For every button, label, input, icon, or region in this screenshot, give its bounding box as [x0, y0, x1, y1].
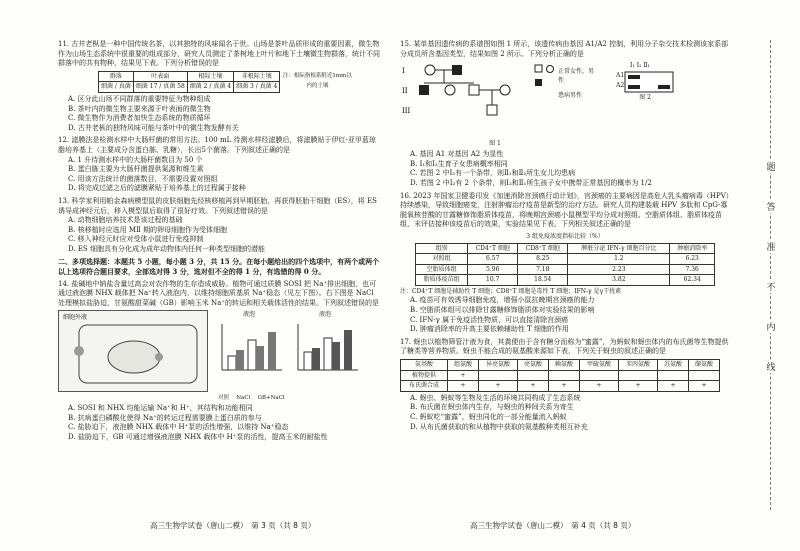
- q13-stem: 13. 科学家利用帕金森病模型鼠的皮肤细胞先经核移植再到早期胚胎，再获得胚胎干细胞（ES），将 ES 诱导成神经元后，移入模型鼠后取得了很好疗效。下列叙述错误的是: [58, 196, 377, 215]
- q16-td: 空脂质体组: [416, 264, 468, 275]
- q17-td: [479, 370, 518, 381]
- legend-affected: 患病男性: [558, 91, 583, 99]
- q17-table: [400, 359, 720, 392]
- chart1-title: 液泡: [242, 311, 255, 319]
- q12-option-a: A. 1 升待测水样中的大肠杆菌数目为 50 个: [68, 155, 203, 164]
- chart1-bar: [256, 346, 264, 370]
- q16-td: 1.2: [568, 254, 670, 265]
- q14-chart-1: [214, 310, 284, 392]
- q13-option-d: D. ES 细胞具有分化成为成年动物体内任何一种类型细胞的潜能: [68, 244, 265, 253]
- left-footer: 高三生物学试卷（唐山二模） 第 3 页（共 8 页）: [150, 521, 316, 530]
- binding-char: 内: [762, 320, 780, 333]
- q15-figures: [400, 61, 730, 148]
- chart2-bar: [304, 352, 312, 370]
- q14-x-labels: [218, 394, 380, 404]
- q11-th: 非根际土壤: [234, 71, 280, 82]
- q16-td: 10.7: [468, 275, 518, 286]
- q16-option-c: C. IFN-γ 属于免疫活性物质，可以直接清除宫颈癌: [410, 315, 569, 324]
- sos1-transporter: [74, 346, 84, 356]
- q16-option-d: D. 肿瘤消除率的升高主要依赖辅助性 T 细胞的作用: [410, 325, 569, 334]
- q16-td: 对照组: [416, 254, 468, 265]
- q11-option-b: B. 茶叶内的微生物主要来源于叶表面的微生物: [68, 104, 211, 113]
- q17-th: 组氨酸: [448, 360, 479, 371]
- q15-option-c: C. 若图 2 中Ⅰ₂有一个条带，则Ⅱ₁和Ⅱ₂所生女儿均患病: [410, 169, 576, 178]
- q16-td: 7.36: [670, 264, 715, 275]
- q11-th: 叶表面: [133, 71, 187, 82]
- q17-th: 亮氨酸: [518, 360, 549, 371]
- q17-th: 氨基酸: [401, 360, 448, 371]
- gel-col: Ⅱ₁: [643, 62, 650, 70]
- gel-body: [616, 71, 674, 93]
- gen-label: I: [402, 67, 405, 76]
- fig1-caption: 图 1: [489, 139, 501, 147]
- q17-td: +: [549, 381, 580, 392]
- q11-option-c: C. 微生物作为消费者加快生态系统的物质循环: [68, 114, 211, 123]
- q11-table: [98, 71, 354, 93]
- q14-option-d: D. 盐胁迫下，GB 可通过增强液泡膜 NHX 载体中 H⁺泵的活性，提高玉米的耐盐性: [68, 432, 328, 441]
- male-affected: [419, 85, 429, 95]
- q11-td: 细菌 2 / 真菌 4: [187, 82, 233, 93]
- q16-th: 组别: [416, 243, 468, 254]
- q16-table: [415, 243, 715, 286]
- q15-option-a: A. 基因 A1 对基因 A2 为显性: [410, 150, 504, 159]
- q11-note: 注：根际指根系附近1mm以内的土壤: [282, 73, 352, 89]
- q17-stem: 17. 蚜虫以植物筛管汁液为食，其粪便由于含有糖分而称为“蜜露”，为蚂蚁和蚜虫体内的布氏菌等生物提供了糖类等营养物质。蚜虫不能合成的氨基酸来源如下表，下列关于蚜虫的叙述正确的是: [400, 337, 729, 356]
- q14-chart-2: [290, 310, 360, 392]
- q16-option-a: A. 疫苗可有效诱导细胞免疫，增强小鼠抗晚期宫颈癌的能力: [410, 296, 595, 305]
- q16-td: 6.23: [670, 254, 715, 265]
- vacuole: [108, 341, 160, 373]
- gel-col: Ⅰ₁: [630, 62, 635, 70]
- chart1-bar: [236, 350, 244, 370]
- q17-th: 异亮氨酸: [479, 360, 518, 371]
- q17-td: +: [658, 381, 689, 392]
- x-label: GB+NaCl: [257, 395, 285, 402]
- q17-td: +: [579, 381, 618, 392]
- gen-label: II: [402, 87, 408, 96]
- q16-note: 注：CD4⁺T 细胞是辅助性 T 细胞；CD8⁺T 细胞是毒性 T 细胞；IFN-γ 是γ干扰素: [400, 287, 622, 295]
- q17-th: 甲硫氨酸: [579, 360, 618, 371]
- q11-td: 细菌 / 真菌: [99, 82, 134, 93]
- gel-cols: [616, 61, 674, 71]
- fig2-caption: 图 2: [639, 93, 651, 101]
- section-2-heading: 二、多项选择题：本题共 5 小题，每小题 3 分，共 15 分。在每小题给出的四个选项中，有两个或两个以上选项符合题目要求，全部选对得 3 分，选对但不全的得 1 分，有选错的得 0 分。: [58, 257, 380, 277]
- q17-td: [619, 370, 658, 381]
- cell-diagram-svg: [59, 311, 207, 391]
- q11-th: 根际土壤: [187, 71, 233, 82]
- q15-option-b: B. Ⅰ₁和Ⅰ₂生育子女患病概率相同: [410, 159, 508, 168]
- q17-td: +: [619, 381, 658, 392]
- q16-th: 脾脏分泌 IFN-γ 细胞百分比: [568, 243, 670, 254]
- gel-col: Ⅰ₂: [636, 62, 642, 70]
- q11-td: 细菌 17 / 真菌 58: [133, 82, 187, 93]
- q17-th: 缬氨酸: [689, 360, 720, 371]
- gel-rows: [616, 71, 624, 93]
- q14-figures: [58, 310, 380, 392]
- q16-td: 3.82: [568, 275, 670, 286]
- q15-option-d: D. 若图 2 中Ⅰ₂有 2 个条带，则Ⅰ₂和Ⅱ₁所生孩子女中携带正常基因的概率为 1/2: [410, 178, 652, 187]
- q17-td: [579, 370, 618, 381]
- q11-option-d: D. 古井老枞的独特风味可能与茶叶中的微生物发酵有关: [68, 123, 239, 132]
- chart2-title: 液泡: [318, 311, 331, 319]
- q11-td: 细菌 3 / 真菌 4: [234, 82, 280, 93]
- q17-td: 布氏菌合成: [401, 381, 448, 392]
- gen-label: III: [402, 107, 411, 116]
- x-label: 对照: [218, 395, 230, 402]
- q16-td: 6.57: [468, 254, 518, 265]
- q17-td: [658, 370, 689, 381]
- q14-option-b: B. 抗病蛋白磷酸化使得 Na⁺的转运过程需要膜上蛋白质的参与: [68, 413, 262, 422]
- chart2-bar: [344, 330, 352, 370]
- binding-char: 答: [762, 200, 780, 213]
- male-normal: [487, 105, 497, 115]
- q15-gel: [616, 61, 674, 148]
- q16-td: 8.25: [518, 254, 568, 265]
- q17-td: +: [448, 370, 479, 381]
- q13-option-a: A. 动物细胞培养技术是该过程的基础: [68, 216, 183, 225]
- gel-svg: [624, 71, 674, 93]
- q17-option-b: B. 布氏菌在蚜虫体内生存，与蚜虫的种间关系为寄生: [410, 403, 574, 412]
- nhx-transporter: [155, 353, 163, 361]
- q17-td: [549, 370, 580, 381]
- q16-td: 7.18: [518, 264, 568, 275]
- q16-th: CD4⁺T 细胞: [468, 243, 518, 254]
- q14-option-c: C. 盐胁迫下，液泡膜 NHX 载体中 H⁺泵的活性增强，以维持 Na⁺稳态: [68, 423, 289, 432]
- q14-option-a: A. SOSI 和 NHX 均能运输 Na⁺和 H⁺，其结构和功能相同: [68, 404, 253, 413]
- q17-th: 赖氨酸: [549, 360, 580, 371]
- q14-fig-label: 细胞外液: [63, 314, 88, 322]
- q17-td: +: [479, 381, 518, 392]
- q16-td: 2.23: [568, 264, 670, 275]
- q12-option-d: D. 将完成过滤之后的滤膜紧贴于培养基上的过程属于接种: [68, 184, 246, 193]
- chart2-bar: [332, 342, 340, 370]
- q14-stem: 14. 盐碱地中钠盐含量过高会对农作物的生存造成威胁。植物可通过质膜 SOSI 把 Na⁺排出细胞，也可通过液泡膜 NHX 载体把 Na⁺转入液泡内，以维持细胞质基质 Na⁺稳态（见左下图）。右下图是 NaCl 处理模拟盐胁迫，甘氨酸甜菜碱（GB）影响玉米 Na⁺的转运和相关载体活性的结果。下列叙述错误的是: [58, 279, 379, 307]
- binding-dashed-line: [770, 40, 771, 510]
- binding-char: 不: [762, 280, 780, 293]
- q16-td: 18.54: [518, 275, 568, 286]
- binding-char: 题: [762, 160, 780, 173]
- binding-margin: [760, 0, 782, 551]
- gel-row: A2: [616, 81, 625, 89]
- q17-th: 苏氨酸: [658, 360, 689, 371]
- q16-stem: 16. 2023 年国家卫健委印发《加速消除宫颈癌行动计划》，宫颈癌的主要病因是高危人乳头瘤病毒（HPV）持续感染，导致细胞癌变，注射肿瘤治疗疫苗是新型的治疗方法。研究人员构建装载 HPV 多肽和 CpG-寡脱氧核苷酸的甘露糖修饰脂质体疫苗，将晚期宫颈癌小鼠模型平均分成对照组、空脂质体组、脂质体疫苗组，末评估接种该疫苗后的效果，实验结果见下表。下列相关叙述正确的是: [400, 191, 730, 229]
- q15-pedigree: [400, 61, 595, 148]
- q12-option-c: C. 用该方法统计的菌落数目，不需要设置对照组: [68, 174, 218, 183]
- q16-td: 5.96: [468, 264, 518, 275]
- band: [628, 85, 640, 89]
- q16-th: 肿瘤消除率: [670, 243, 715, 254]
- left-column: [58, 40, 380, 442]
- legend-normal: 正常女性、男性: [558, 67, 595, 85]
- q17-td: [689, 370, 720, 381]
- band: [658, 85, 670, 89]
- q16-td: 脂质体疫苗组: [416, 275, 468, 286]
- chart1-bar: [228, 356, 236, 370]
- q14-cell-diagram: [58, 310, 208, 392]
- female-normal: [445, 85, 455, 95]
- chart2-bar: [312, 348, 320, 370]
- female-normal: [425, 65, 435, 75]
- male-normal: [469, 85, 479, 95]
- q11-option-a: A. 区分此山场不同群落的重要特征为物种组成: [68, 94, 211, 103]
- band: [628, 75, 640, 79]
- chart1-svg: [214, 320, 284, 380]
- binding-char: 线: [762, 360, 780, 373]
- q17-td: [518, 370, 549, 381]
- chart2-svg: [290, 320, 360, 380]
- legend-female-normal: [547, 66, 554, 73]
- gel-row: A1: [616, 71, 625, 79]
- q17-td: +: [689, 381, 720, 392]
- chart1-bar: [248, 340, 256, 370]
- q16-option-b: B. 空脂质体组可以排除甘露糖修饰脂质体对实验结果的影响: [410, 306, 595, 315]
- q12-option-b: B. 蛋白胨主要为大肠杆菌提供氮源和维生素: [68, 165, 204, 174]
- q17-td: +: [448, 381, 479, 392]
- male-affected: [452, 65, 462, 75]
- q17-td: +: [518, 381, 549, 392]
- q16-table-title: 3 组免疫浓度指标比较（%）: [526, 232, 604, 240]
- q16-td: 62.34: [670, 275, 715, 286]
- female-normal: [500, 85, 510, 95]
- legend-male-affected: [535, 79, 542, 86]
- chart1-bar: [268, 332, 276, 370]
- right-footer: 高三生物学试卷（唐山二模） 第 4 页（共 8 页）: [470, 521, 636, 530]
- q13-option-b: B. 核移植时应选用 MⅡ 期的卵母细胞作为受体细胞: [68, 225, 227, 234]
- binding-char: 准: [762, 240, 780, 253]
- q17-option-c: C. 蚂蚁吃“蜜露”，蚜虫同化的一部分能量流入蚂蚁: [410, 413, 567, 421]
- q11-th: 群落: [99, 71, 134, 82]
- q12-stem: 12. 滤膜法是检测水样中大肠杆菌的常用方法。100 mL 待测水样经滤膜后，将滤膜贴于伊红-亚甲蓝琼脂培养基上（主要成分含蛋白胨、乳糖），长出5个菌落。下列叙述正确的是: [58, 136, 376, 154]
- q17-option-a: A. 蚜虫、蚂蚁等生物及生活的环境共同构成了生态系统: [410, 393, 581, 402]
- q17-th: 苯丙氨酸: [619, 360, 658, 371]
- q11-stem: 11. 古井老枞是一种中国传统名茶，以其独特的风味闻名于世。山场是茶叶品质形成的重要因素，微生物作为山场生态系统中很重要的组成部分，研究人员测定了茶树地上叶片和地下土壤微生物群落，统计不同群落中的共有物种，结果见下表。下列分析错误的是: [58, 40, 380, 68]
- chart2-bar: [324, 338, 332, 370]
- legend-male-normal: [535, 65, 542, 72]
- q16-th: CD8⁺T 细胞: [518, 243, 568, 254]
- x-label: NaCl: [236, 395, 251, 402]
- q15-stem: 15. 某单基因遗传病的系谱图如图 1 所示，该遗传病由基因 A1/A2 控制，利用分子杂交技术检测该家系部分成员所含基因类型，结果如图 2 所示。下列分析正确的是: [400, 40, 729, 58]
- q17-td: 植物提供: [401, 370, 448, 381]
- q17-option-d: D. 从布氏菌获取的和从植物中获取的氨基酸种类相互补充: [410, 422, 588, 431]
- q13-option-c: C. 移入神经元时应对受体小鼠进行免疫抑制: [68, 235, 204, 244]
- right-column: [400, 40, 730, 432]
